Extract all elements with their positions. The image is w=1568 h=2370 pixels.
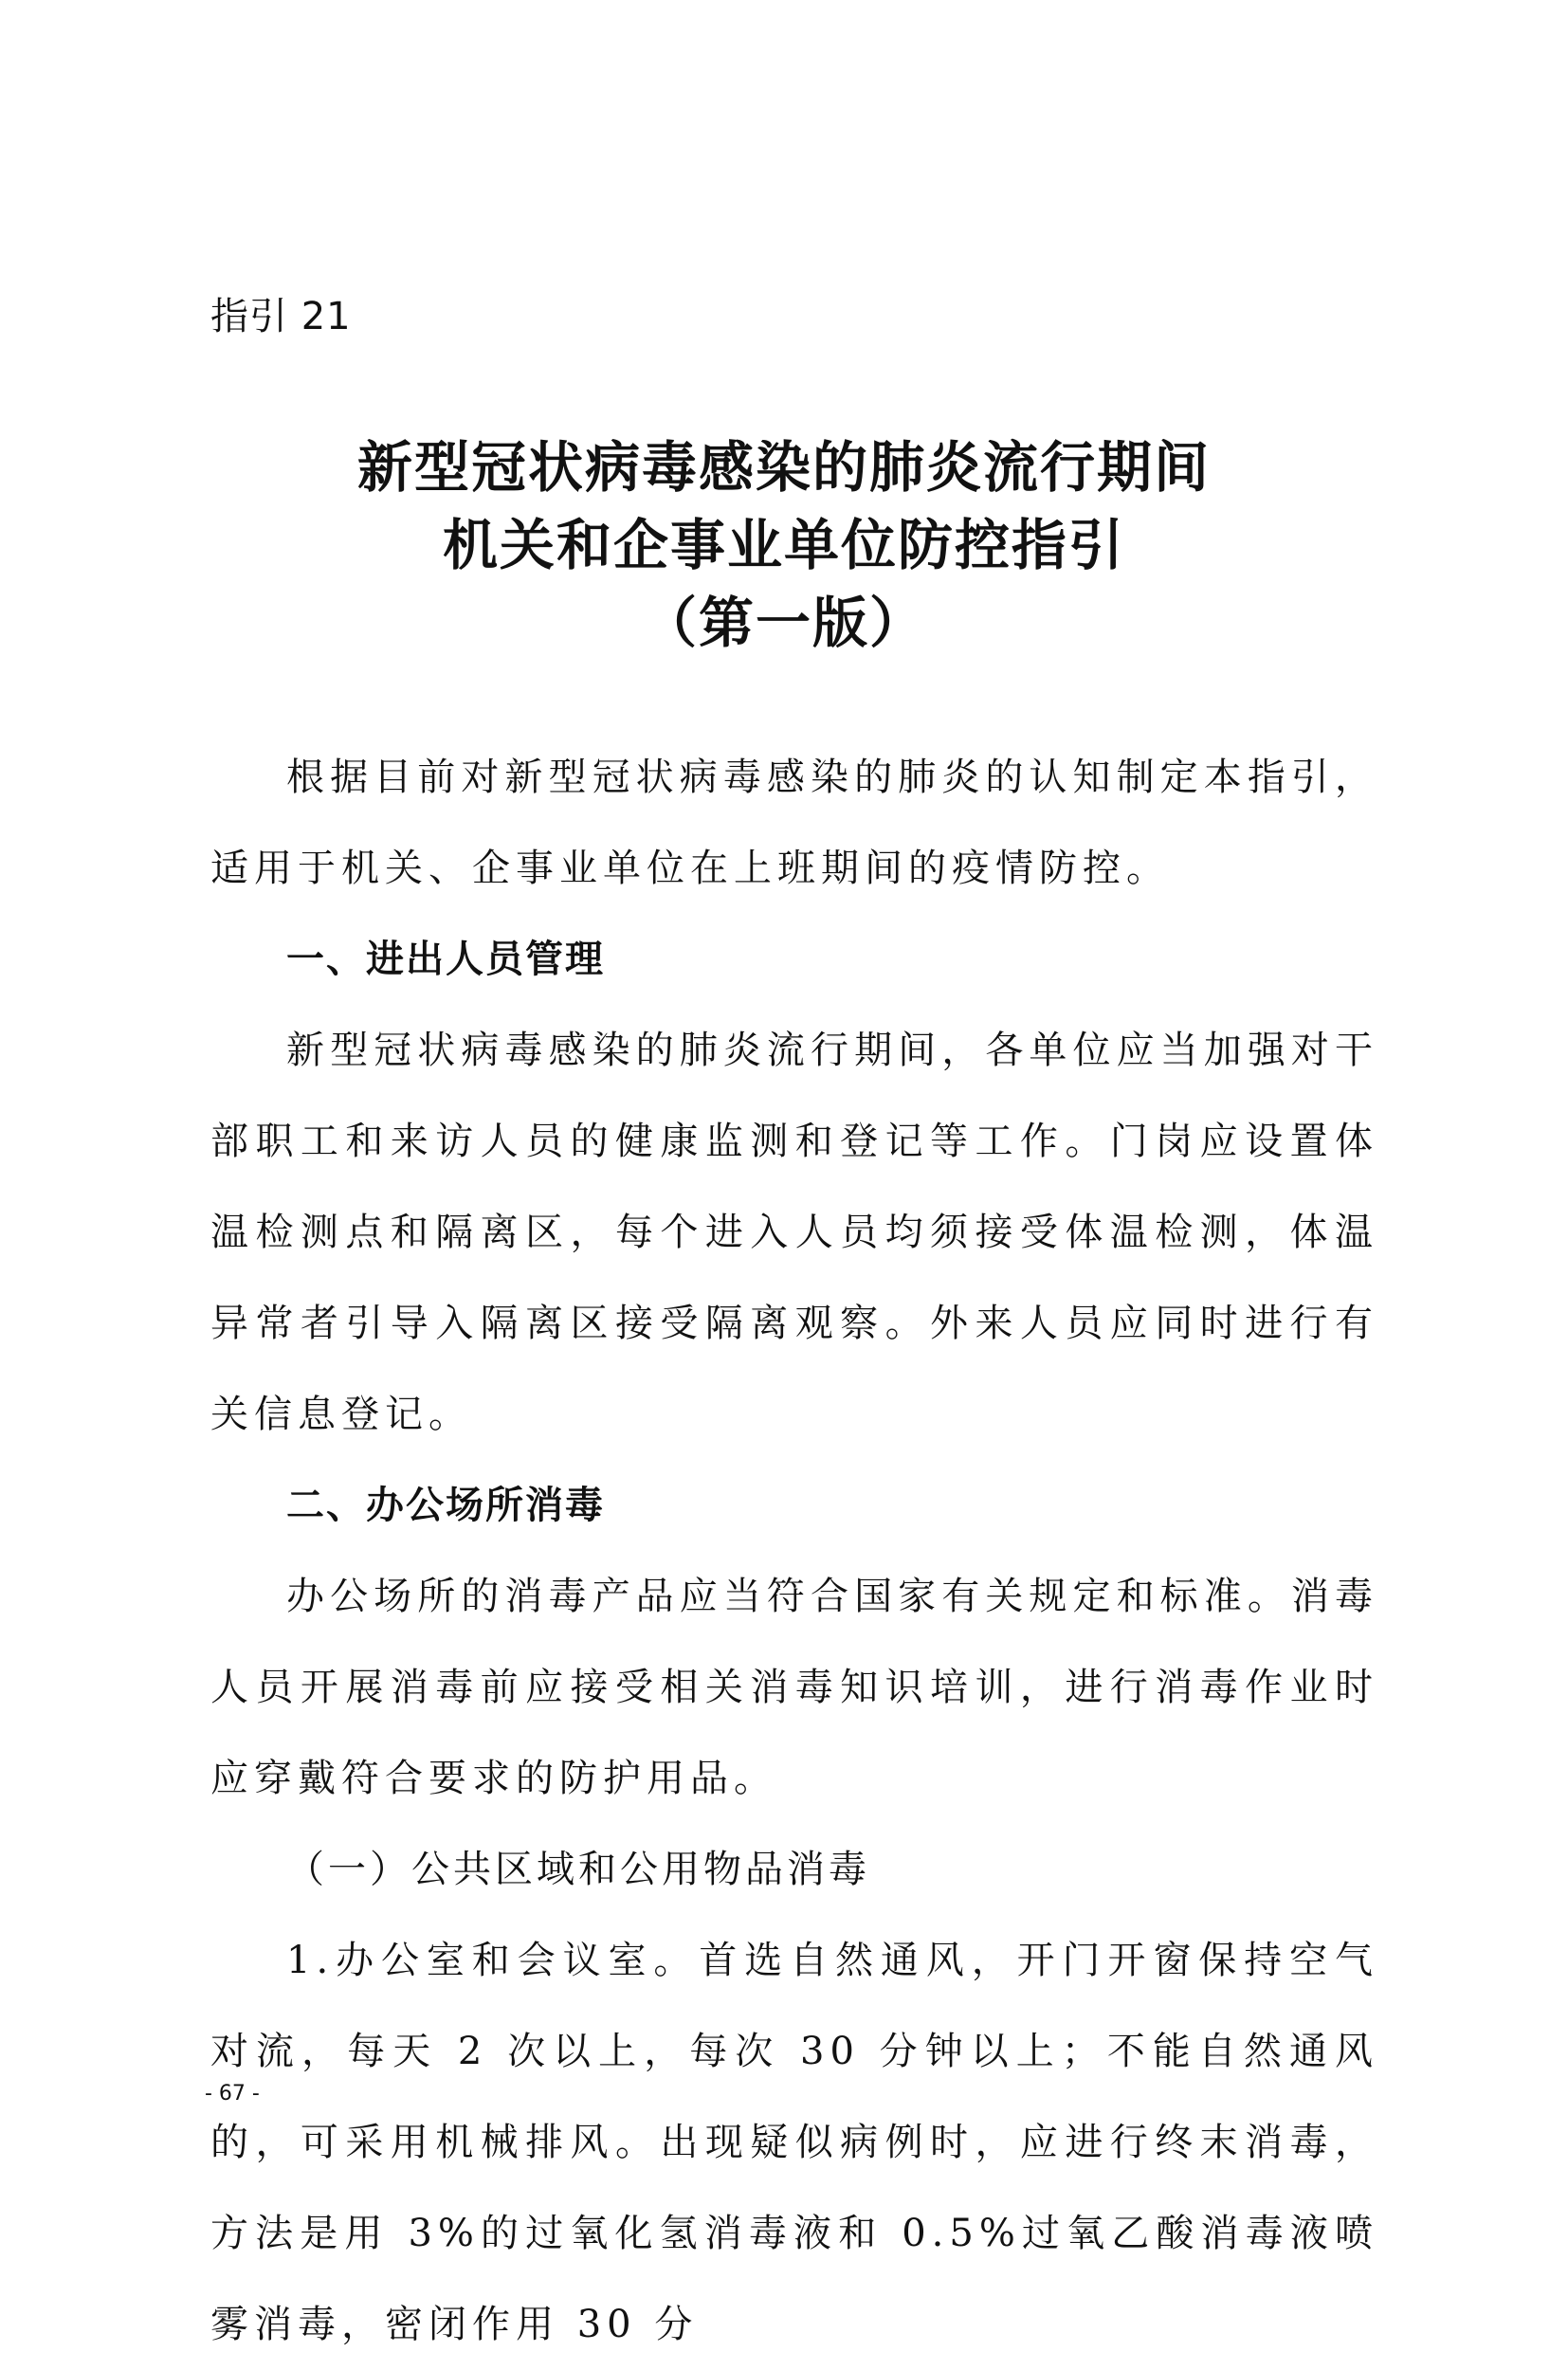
guideline-label: 指引 21: [210, 295, 352, 338]
section-heading-personnel: 一、进出人员管理: [286, 938, 605, 981]
document-body: [210, 732, 1378, 2370]
section-heading-disinfection: 二、办公场所消毒: [286, 1484, 605, 1527]
document-title: [190, 428, 1378, 662]
section-paragraph-disinfection: 办公场所的消毒产品应当符合国家有关规定和标准。消毒人员开展消毒前应接受相关消毒知识培训，进行消毒作业时应穿戴符合要求的防护用品。: [210, 1575, 1378, 1800]
subsection-heading-public-areas: （一）公共区域和公用物品消毒: [286, 1848, 870, 1891]
section-paragraph-personnel: 新型冠状病毒感染的肺炎流行期间，各单位应当加强对干部职工和来访人员的健康监测和登记等工作。门岗应设置体温检测点和隔离区，每个进入人员均须接受体温检测，体温异常者引导入隔离区接受隔离观察。外来人员应同时进行有关信息登记。: [210, 1029, 1378, 1436]
title-line-3: （第一版）: [641, 591, 926, 655]
title-line-2: 机关和企事业单位防控指引: [442, 513, 1125, 577]
intro-paragraph: 根据目前对新型冠状病毒感染的肺炎的认知制定本指引，适用于机关、企事业单位在上班期间的疫情防控。: [210, 756, 1378, 890]
subsection-paragraph-offices: 1.办公室和会议室。首选自然通风，开门开窗保持空气对流，每天 2 次以上，每次 30 分钟以上；不能自然通风的，可采用机械排风。出现疑似病例时，应进行终末消毒，方法是用 3%的过氧化氢消毒液和 0.5%过氧乙酸消毒液喷雾消毒，密闭作用 30 分: [210, 1939, 1378, 2346]
title-line-1: 新型冠状病毒感染的肺炎流行期间: [356, 435, 1211, 500]
page-number: - 67 -: [205, 2082, 260, 2106]
